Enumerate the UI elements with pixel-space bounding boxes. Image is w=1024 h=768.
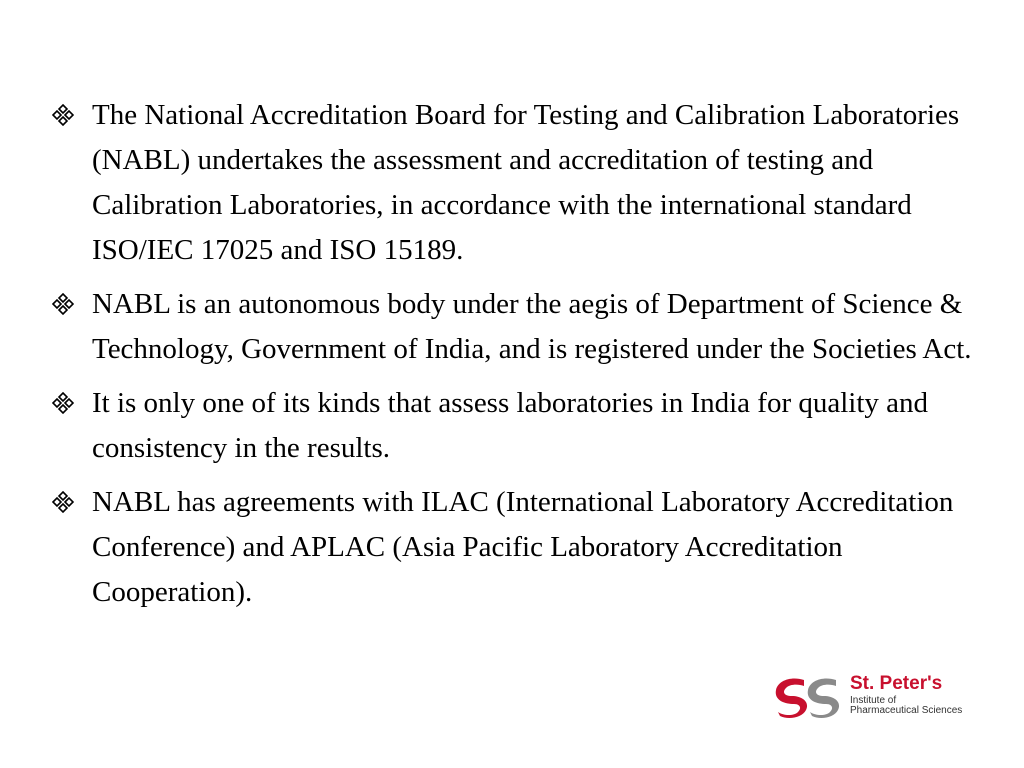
diamond-bullet-icon: [52, 93, 92, 126]
bullet-list: [52, 93, 972, 624]
logo-name: St. Peter's: [850, 673, 943, 694]
institute-logo: [770, 672, 1010, 720]
bullet-text: NABL has agreements with ILAC (International Laboratory Accreditation Conference) and APLAC (Asia Pacific Laboratory Accreditation Cooperation).: [92, 486, 954, 608]
logo-subtitle-line2: Pharmaceutical Sciences: [850, 705, 963, 716]
diamond-bullet-icon: [52, 480, 92, 513]
diamond-bullet-icon: [52, 381, 92, 414]
logo-subtitle-line1: Institute of: [850, 695, 897, 706]
bullet-text: It is only one of its kinds that assess laboratories in India for quality and consistency in the results.: [92, 387, 929, 464]
st-peters-logo-icon: [770, 674, 840, 718]
bullet-item: [52, 381, 972, 471]
bullet-item: [52, 93, 972, 273]
bullet-text: NABL is an autonomous body under the aegis of Department of Science & Technology, Government of India, and is registered under the Societies Act.: [92, 288, 972, 365]
bullet-item: [52, 480, 972, 615]
bullet-item: [52, 282, 972, 372]
bullet-text: The National Accreditation Board for Testing and Calibration Laboratories (NABL) undertakes the assessment and accreditation of testing and Calibration Laboratories, in accordance with the international standard ISO/IEC 17025 and ISO 15189.: [92, 99, 960, 266]
diamond-bullet-icon: [52, 282, 92, 315]
